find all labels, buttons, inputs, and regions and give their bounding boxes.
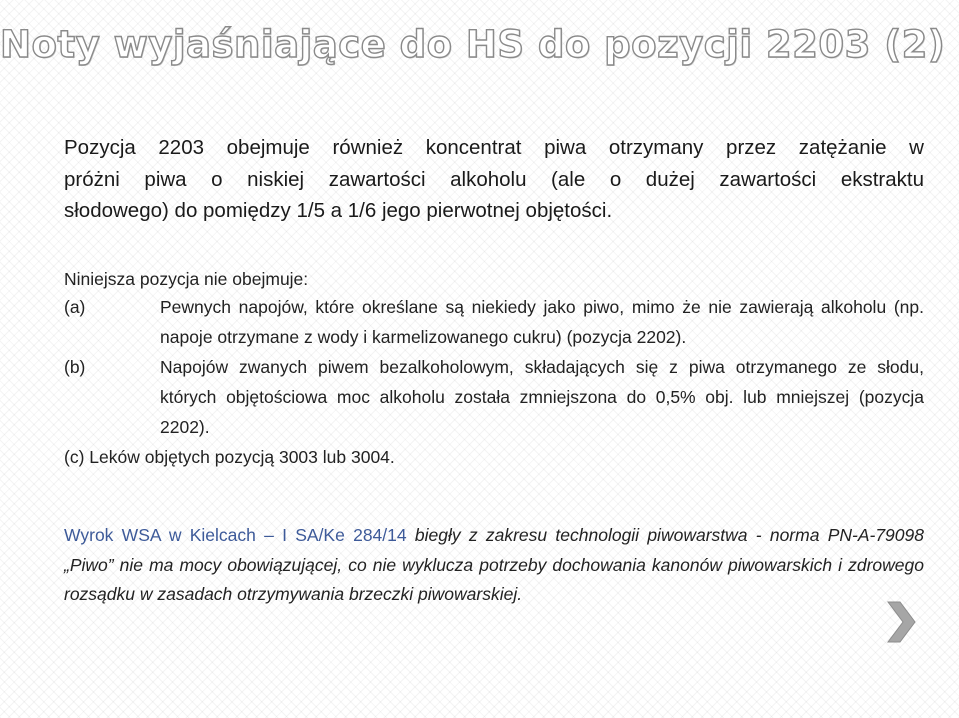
list-item-text: Pewnych napojów, które określane są niekiedy jako piwo, mimo że nie zawierają alkoholu (np. napoje otrzymane z wody i karmelizowanego cukru) (pozycja 2202). — [160, 297, 924, 347]
intro-paragraph — [64, 132, 924, 227]
list-item-label: (c) — [64, 447, 85, 467]
ruling-case-reference: Wyrok WSA w Kielcach – I SA/Ke 284/14 — [64, 525, 407, 545]
exclusions-list — [64, 292, 924, 472]
ruling-paragraph — [64, 521, 924, 610]
intro-line: Pozycja 2203 obejmuje również koncentrat piwa otrzymany przez zatężanie w — [64, 136, 924, 159]
slide-title: Noty wyjaśniające do HS do pozycji 2203 (2) — [0, 23, 946, 66]
list-item — [64, 292, 924, 352]
chevron-right-icon[interactable] — [884, 600, 918, 644]
intro-line: próżni piwa o niskiej zawartości alkoholu (ale o dużej zawartości ekstraktu — [64, 167, 924, 191]
intro-line: słodowego) do pomiędzy 1/5 a 1/6 jego pierwotnej objętości. — [64, 199, 613, 222]
list-item-text: Napojów zwanych piwem bezalkoholowym, składających się z piwa otrzymanego ze słodu, których objętościowa moc alkoholu została zmniejszona do 0,5% obj. lub mniejszej (pozycja 2202). — [160, 357, 924, 437]
list-item-text: Leków objętych pozycją 3003 lub 3004. — [89, 447, 395, 467]
list-item — [64, 442, 924, 472]
ruling-text: biegły z zakresu technologii piwowarstwa - norma PN-A-79098 „Piwo” nie ma mocy obowiązującej, co nie wyklucza potrzeby dochowania kanonów piwowarskich i zdrowego rozsądku w zasadach otrzymywania brzeczki piwowarskiej. — [64, 525, 924, 604]
list-item-label: (a) — [64, 297, 86, 317]
list-item — [64, 352, 924, 442]
list-item-label: (b) — [64, 357, 86, 377]
exclusions-intro: Niniejsza pozycja nie obejmuje: — [64, 269, 309, 289]
